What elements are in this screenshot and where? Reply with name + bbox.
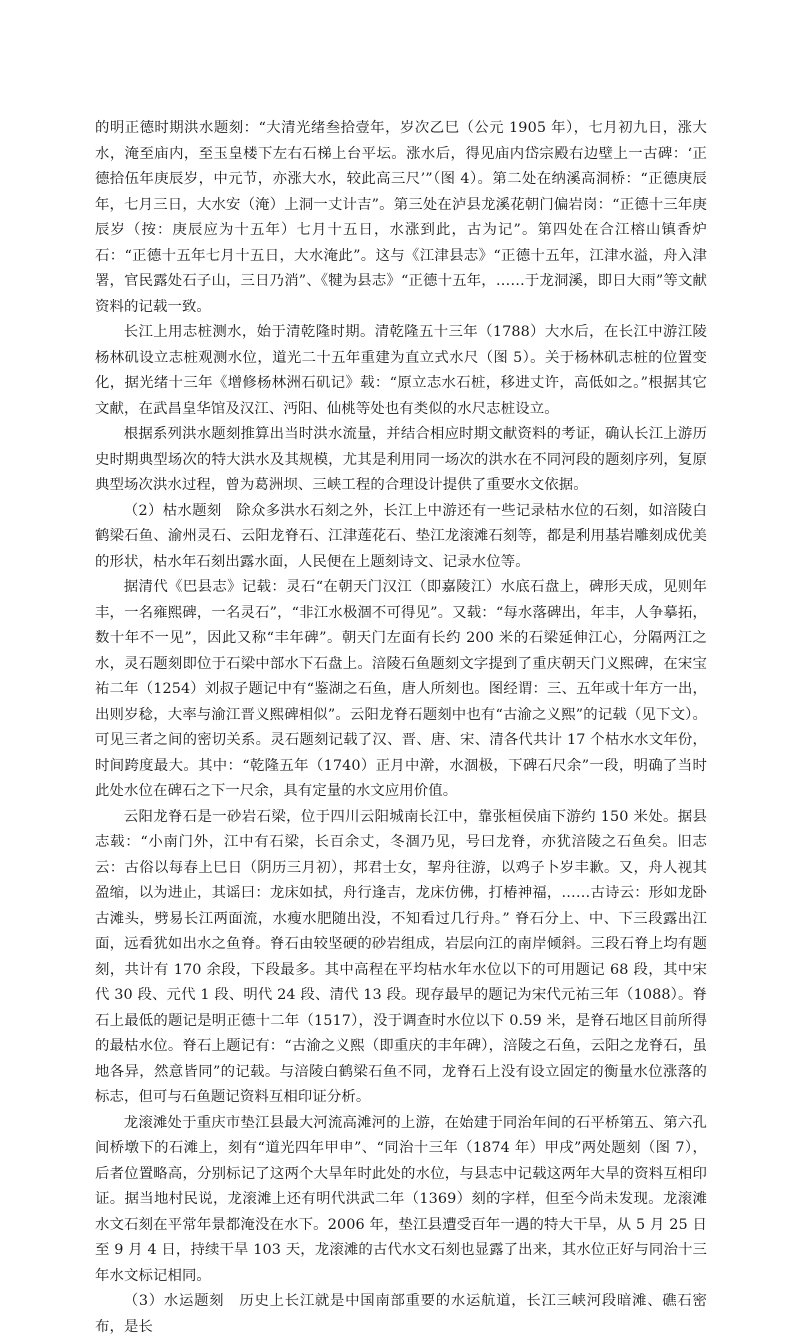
paragraph-navigation-inscriptions <box>95 1289 707 1340</box>
paragraph-zhengde-flood-inscriptions: 的明正德时期洪水题刻：“大清光绪叁拾壹年，岁次乙巳（公元 1905 年），七月初九日，涨大水，淹至庙内，至玉皇楼下左右石梯上台平坛。涨水后，得见庙内岱宗殿右边壁上一古碑：‘正德拾伍年庚辰岁，中元节，亦涨大水，较此高三尺’”（图 4）。第二处在纳溪高洞桥：“正德庚辰年，七月三日，大水安（淹）上洞一丈计吉”。第三处在泸县龙溪花朝门偏岩岗：“正德十三年庚辰岁（按：庚辰应为十五年）七月十五日，水涨到此，古为记”。第四处在合江榕山镇香炉石：“正德十五年七月十五日，大水淹此”。这与《江津县志》“正德十五年，江津水溢，舟入津署，官民露处石子山，三日乃消”、《犍为县志》“正德十五年，……于龙洞溪，即日大雨”等文献资料的记载一致。 <box>95 120 707 315</box>
paragraph-lingshi-stone: 据清代《巴县志》记载：灵石“在朝天门汉江（即嘉陵江）水底石盘上，碑形天成，见则年丰，一名雍熙碑，一名灵石”，“非江水极涸不可得见”。又载：“每水落碑出，年丰，人争摹拓，数十年不一见”，因此又称“丰年碑”。朝天门左面有长约 200 米的石梁延伸江心，分隔两江之水，灵石题刻即位于石梁中部水下石盘上。涪陵石鱼题刻文字提到了重庆朝天门义熙碑，在宋宝祐二年（1254）刘叔子题记中有“鉴湖之石鱼，唐人所刻也。图经谓：三、五年或十年方一出，出则岁稔，大率与渝江晋义熙碑相似”。云阳龙脊石题刻中也有“古渝之义熙”的记载（见下文）。可见三者之间的密切关系。灵石题刻记载了汉、晋、唐、宋、清各代共计 17 个枯水水文年份，时间跨度最大。其中：“乾隆五年（1740）正月中澣，水涸极，下碑石尺余”一段，明确了当时此处水位在碑石之下一尺余，具有定量的水文应用价值。 <box>95 579 707 799</box>
section-heading-navigation: （3）水运题刻 <box>123 1293 225 1309</box>
section-heading-low-water: （2）枯水题刻 <box>123 502 222 519</box>
paragraph-text: 除众多洪水石刻之外，长江上中游还有一些记录枯水位的石刻，如涪陵白鹤梁石鱼、渝州灵石、云阳龙脊石、江津莲花石、垫江龙滚滩石刻等，都是利用基岩雕刻成优美的形状，枯水年石刻出露水面，人民便在上题刻诗文、记录水位等。 <box>95 502 707 570</box>
paragraph-water-gauge-history: 长江上用志桩测水，始于清乾隆时期。清乾隆五十三年（1788）大水后，在长江中游江陵杨林矶设立志桩观测水位，道光二十五年重建为直立式水尺（图 5）。关于杨林矶志桩的位置变化，据光绪十三年《增修杨林洲石矶记》载：“原立志水石桩，移进丈许，高低如之。”根据其它文献，在武昌皇华馆及汉江、沔阳、仙桃等处也有类似的水尺志桩设立。 <box>95 324 707 417</box>
paragraph-flood-reconstruction: 根据系列洪水题刻推算出当时洪水流量，并结合相应时期文献资料的考证，确认长江上游历史时期典型场次的特大洪水及其规模，尤其是利用同一场次的洪水在不同河段的题刻序列，复原典型场次洪水过程，曾为葛洲坝、三峡工程的合理设计提供了重要水文依据。 <box>95 426 707 493</box>
paragraph-text: 历史上长江就是中国南部重要的水运航道，长江三峡河段暗滩、礁石密布，是长 <box>95 1293 707 1335</box>
paragraph-longgun-shoal: 龙滚滩处于重庆市垫江县最大河流高滩河的上游，在始建于同治年间的石平桥第五、第六孔间桥墩下的石滩上，刻有“道光四年甲申”、“同治十三年（1874 年）甲戌”两处题刻（图 7），后者位置略高，分别标记了这两个大旱年时此处的水位，与县志中记载这两年大旱的资料互相印证。据当地村民说，龙滚滩上还有明代洪武二年（1369）刻的字样，但至今尚未发现。龙滚滩水文石刻在平常年景都淹没在水下。2006 年，垫江县遭受百年一遇的特大干旱，从 5 月 25 日至 9 月 4 日，持续干旱 103 天，龙滚滩的古代水文石刻也显露了出来，其水位正好与同治十三年水文标记相同。 <box>95 1114 707 1284</box>
document-page <box>95 116 707 1340</box>
paragraph-longji-stone: 云阳龙脊石是一砂岩石梁，位于四川云阳城南长江中，靠张桓侯庙下游约 150 米处。据县志载：“小南门外，江中有石梁，长百余丈，冬涸乃见，号曰龙脊，亦犹涪陵之石鱼矣。旧志云：古俗以每春上巳日（阴历三月初），邦君士女，挈舟往游，以鸡子卜岁丰歉。又，舟人视其盈缩，以为进止，其谣曰：龙床如拭，舟行逢吉，龙床仿佛，打椿神福，……古诗云：形如龙卧古滩头，劈易长江两面流，水瘦水肥随出没，不知看过几行舟。” 脊石分上、中、下三段露出江面，远看犹如出水之鱼脊。脊石由较坚硬的砂岩组成，岩层向江的南岸倾斜。三段石脊上均有题刻，共计有 170 余段，下段最多。其中高程在平均枯水年水位以下的可用题记 68 段，其中宋代 30 段、元代 1 段、明代 24 段、清代 13 段。现存最早的题记为宋代元祐三年（1088）。脊石上最低的题记是明正德十二年（1517），没于调查时水位以下 0.59 米，是脊石地区目前所得的最枯水位。脊石上题记有：“古渝之义熙（即重庆的丰年碑），涪陵之石鱼，云阳之龙脊石，虽地各异，然意皆同”的记载。与涪陵白鹤梁石鱼不同，龙脊石上没有设立固定的衡量水位涨落的标志，但可与石鱼题记资料互相印证分析。 <box>95 808 707 1105</box>
paragraph-low-water-inscriptions <box>95 499 707 576</box>
